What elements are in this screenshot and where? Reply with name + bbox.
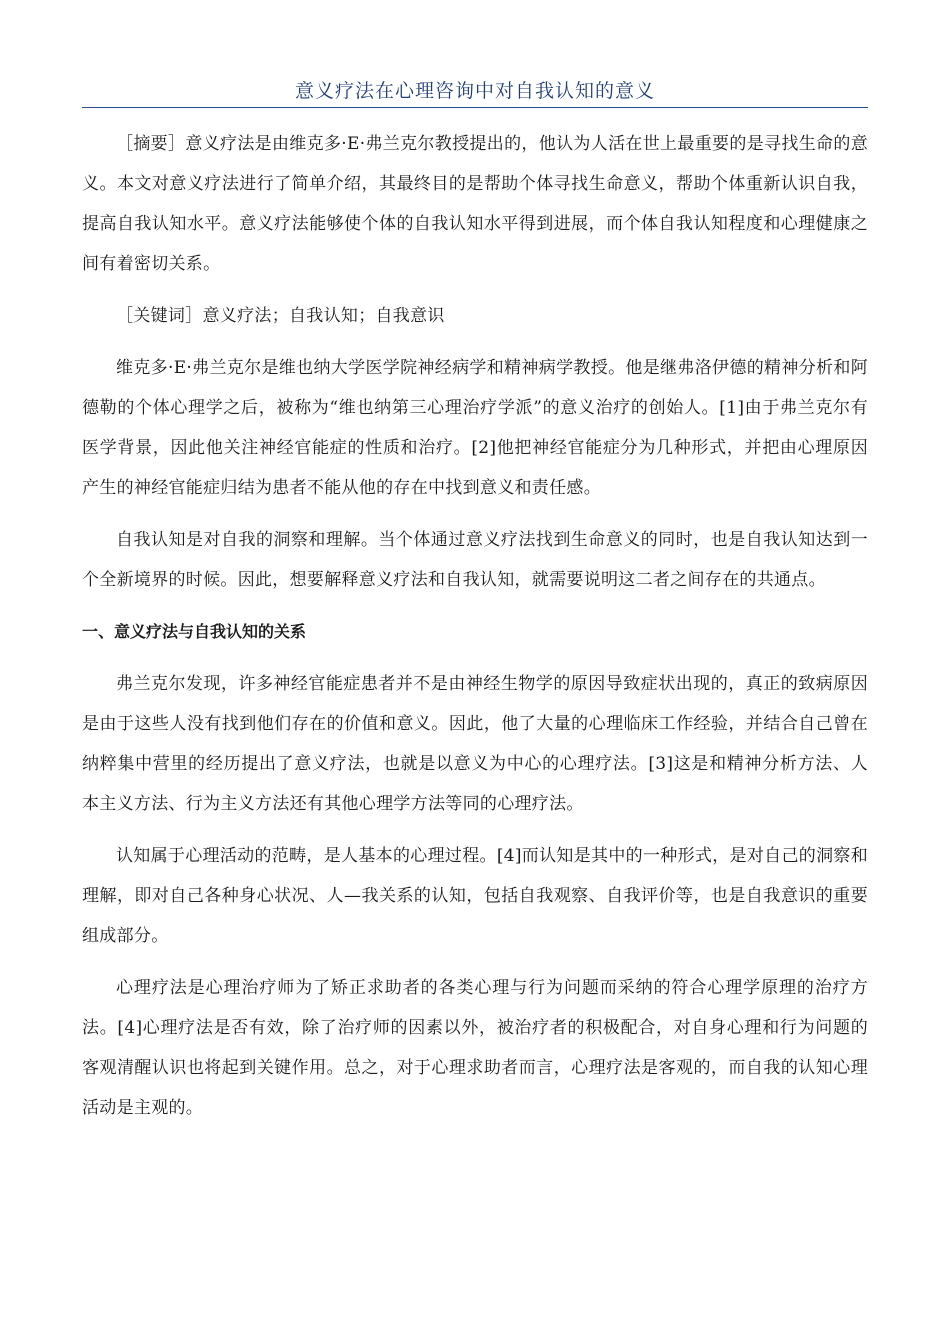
section1-paragraph-1: 弗兰克尔发现，许多神经官能症患者并不是由神经生物学的原因导致症状出现的，真正的致病原因是由于这些人没有找到他们存在的价值和意义。因此，他了大量的心理临床工作经验，并结合自己曾在纳粹集中营里的经历提出了意义疗法，也就是以意义为中心的心理疗法。[3]这是和精神分析方法、人本主义方法、行为主义方法还有其他心理学方法等同的心理疗法。 bbox=[82, 674, 868, 814]
keywords-paragraph: ［关键词］意义疗法；自我认知；自我意识 bbox=[116, 306, 445, 326]
section1-paragraph-2: 认知属于心理活动的范畴，是人基本的心理过程。[4]而认知是其中的一种形式，是对自己的洞察和理解，即对自己各种身心状况、人—我关系的认知，包括自我观察、自我评价等，也是自我意识的重要组成部分。 bbox=[82, 846, 868, 946]
header-divider bbox=[82, 107, 868, 108]
document-body bbox=[82, 124, 868, 1128]
intro-paragraph-1: 维克多·E·弗兰克尔是维也纳大学医学院神经病学和精神病学教授。他是继弗洛伊德的精神分析和阿德勒的个体心理学之后，被称为“维也纳第三心理治疗学派”的意义治疗的创始人。[1]由于弗兰克尔有医学背景，因此他关注神经官能症的性质和治疗。[2]他把神经官能症分为几种形式，并把由心理原因产生的神经官能症归结为患者不能从他的存在中找到意义和责任感。 bbox=[82, 358, 868, 498]
abstract-paragraph: ［摘要］意义疗法是由维克多·E·弗兰克尔教授提出的，他认为人活在世上最重要的是寻找生命的意义。本文对意义疗法进行了简单介绍，其最终目的是帮助个体寻找生命意义，帮助个体重新认识自我，提高自我认知水平。意义疗法能够使个体的自我认知水平得到进展，而个体自我认知程度和心理健康之间有着密切关系。 bbox=[82, 134, 868, 274]
intro-paragraph-2: 自我认知是对自我的洞察和理解。当个体通过意义疗法找到生命意义的同时，也是自我认知达到一个全新境界的时候。因此，想要解释意义疗法和自我认知，就需要说明这二者之间存在的共通点。 bbox=[82, 530, 868, 590]
section1-paragraph-3: 心理疗法是心理治疗师为了矫正求助者的各类心理与行为问题而采纳的符合心理学原理的治疗方法。[4]心理疗法是否有效，除了治疗师的因素以外，被治疗者的积极配合，对自身心理和行为问题的客观清醒认识也将起到关键作用。总之，对于心理求助者而言，心理疗法是客观的，而自我的认知心理活动是主观的。 bbox=[82, 978, 868, 1118]
document-title: 意义疗法在心理咨询中对自我认知的意义 bbox=[294, 80, 655, 102]
section-heading-1: 一、意义疗法与自我认知的关系 bbox=[82, 622, 307, 641]
